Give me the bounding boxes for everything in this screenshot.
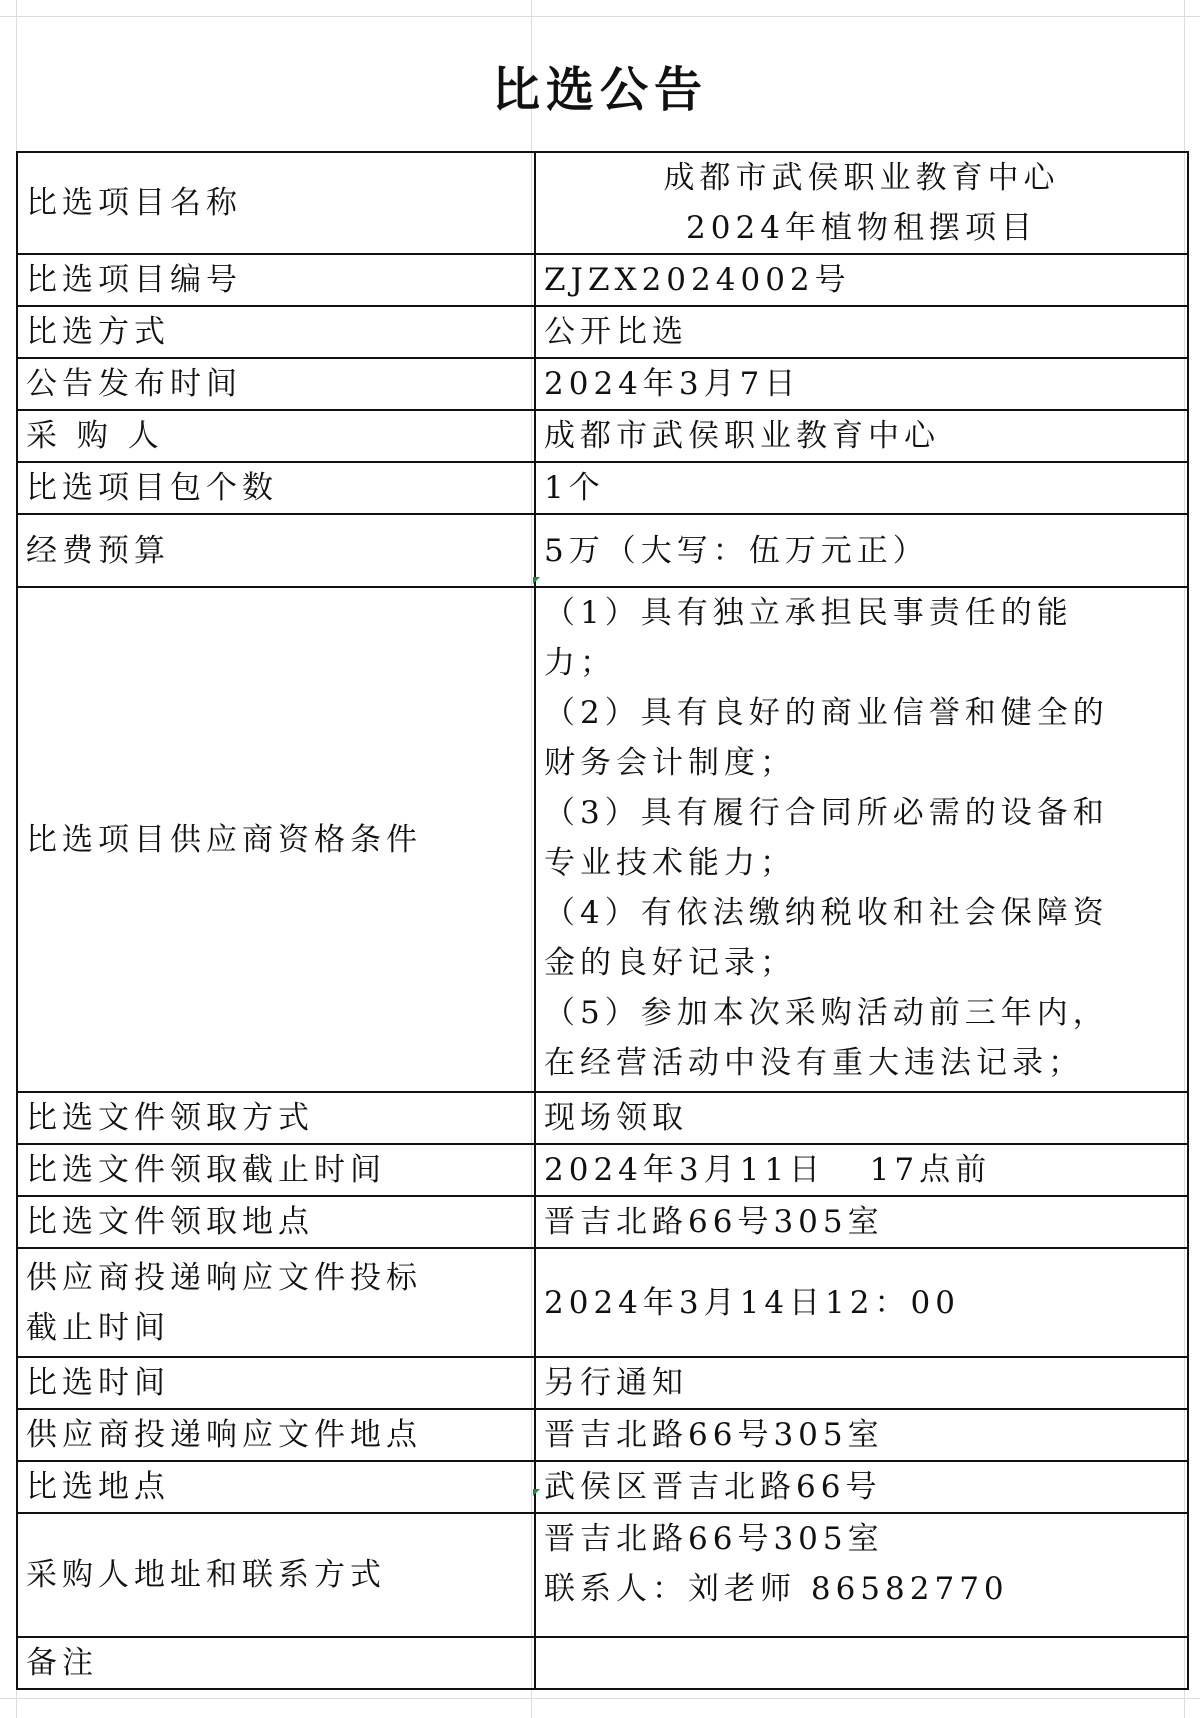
table-row (17, 1248, 1188, 1357)
table-row (17, 1144, 1188, 1196)
condition-line: 金的良好记录； (544, 945, 796, 981)
table-row (17, 410, 1188, 462)
row-value: 1个 (535, 462, 1188, 514)
condition-line: 力； (544, 645, 616, 681)
page-title: 比选公告 (491, 62, 708, 118)
label-line: 截止时间 (26, 1309, 170, 1346)
row-value: 2024年3月14日12：00 (535, 1248, 1188, 1357)
row-value: 另行通知 (535, 1357, 1188, 1409)
comment-marker-icon (533, 1489, 540, 1496)
row-label: 比选地点 (17, 1461, 535, 1513)
row-label: 比选项目供应商资格条件 (17, 587, 535, 1092)
row-value: 晋吉北路66号305室 (535, 1409, 1188, 1461)
row-label: 采 购 人 (17, 410, 535, 462)
row-value (535, 1513, 1188, 1637)
table-row (17, 462, 1188, 514)
row-label: 比选文件领取方式 (17, 1092, 535, 1144)
gridline (0, 1698, 1200, 1699)
announcement-table (16, 151, 1189, 1690)
row-label: 备注 (17, 1637, 535, 1689)
row-label: 比选文件领取截止时间 (17, 1144, 535, 1196)
gridline (0, 16, 1200, 17)
row-value: 2024年3月11日 17点前 (535, 1144, 1188, 1196)
table-row (17, 514, 1188, 587)
row-value: ZJZX2024002号 (535, 254, 1188, 306)
row-label: 供应商投递响应文件地点 (17, 1409, 535, 1461)
project-name-line: 成都市武侯职业教育中心 (663, 160, 1060, 196)
table-row (17, 1196, 1188, 1248)
table-row (17, 254, 1188, 306)
table-row (17, 1409, 1188, 1461)
project-name-line: 2024年植物租摆项目 (686, 210, 1037, 246)
condition-line: （5）参加本次采购活动前三年内， (544, 995, 1109, 1031)
row-value: 2024年3月7日 (535, 358, 1188, 410)
contact-line: 联系人：刘老师 86582770 (544, 1571, 1009, 1607)
row-label: 比选项目名称 (17, 152, 535, 254)
condition-line: 财务会计制度； (544, 745, 796, 781)
row-value: 公开比选 (535, 306, 1188, 358)
condition-line: （1）具有独立承担民事责任的能 (544, 595, 1073, 631)
row-value: 武侯区晋吉北路66号 (535, 1461, 1188, 1513)
table-row (17, 1637, 1188, 1689)
row-label: 比选项目编号 (17, 254, 535, 306)
row-value: 晋吉北路66号305室 (535, 1196, 1188, 1248)
condition-line: （4）有依法缴纳税收和社会保障资 (544, 895, 1109, 931)
row-label (17, 1248, 535, 1357)
table-row (17, 587, 1188, 1092)
row-label: 经费预算 (17, 514, 535, 587)
row-value: 5万（大写：伍万元正） (535, 514, 1188, 587)
table-row (17, 1092, 1188, 1144)
condition-line: 专业技术能力； (544, 845, 796, 881)
row-label: 比选项目包个数 (17, 462, 535, 514)
row-label: 采购人地址和联系方式 (17, 1513, 535, 1637)
row-value (535, 1637, 1188, 1689)
row-label: 比选时间 (17, 1357, 535, 1409)
row-value: 现场领取 (535, 1092, 1188, 1144)
row-label: 比选文件领取地点 (17, 1196, 535, 1248)
contact-line: 晋吉北路66号305室 (544, 1521, 884, 1557)
condition-line: 在经营活动中没有重大违法记录； (544, 1045, 1084, 1081)
row-label: 比选方式 (17, 306, 535, 358)
table-row (17, 358, 1188, 410)
comment-marker-icon (533, 577, 540, 584)
table-row (17, 306, 1188, 358)
table-row (17, 1461, 1188, 1513)
table-row (17, 1513, 1188, 1637)
row-value (535, 152, 1188, 254)
row-value: 成都市武侯职业教育中心 (535, 410, 1188, 462)
condition-line: （2）具有良好的商业信誉和健全的 (544, 695, 1109, 731)
qualification-conditions (535, 587, 1188, 1092)
table-row (17, 1357, 1188, 1409)
condition-line: （3）具有履行合同所必需的设备和 (544, 795, 1109, 831)
row-label: 公告发布时间 (17, 358, 535, 410)
table-row (17, 152, 1188, 254)
label-line: 供应商投递响应文件投标 (26, 1259, 422, 1296)
